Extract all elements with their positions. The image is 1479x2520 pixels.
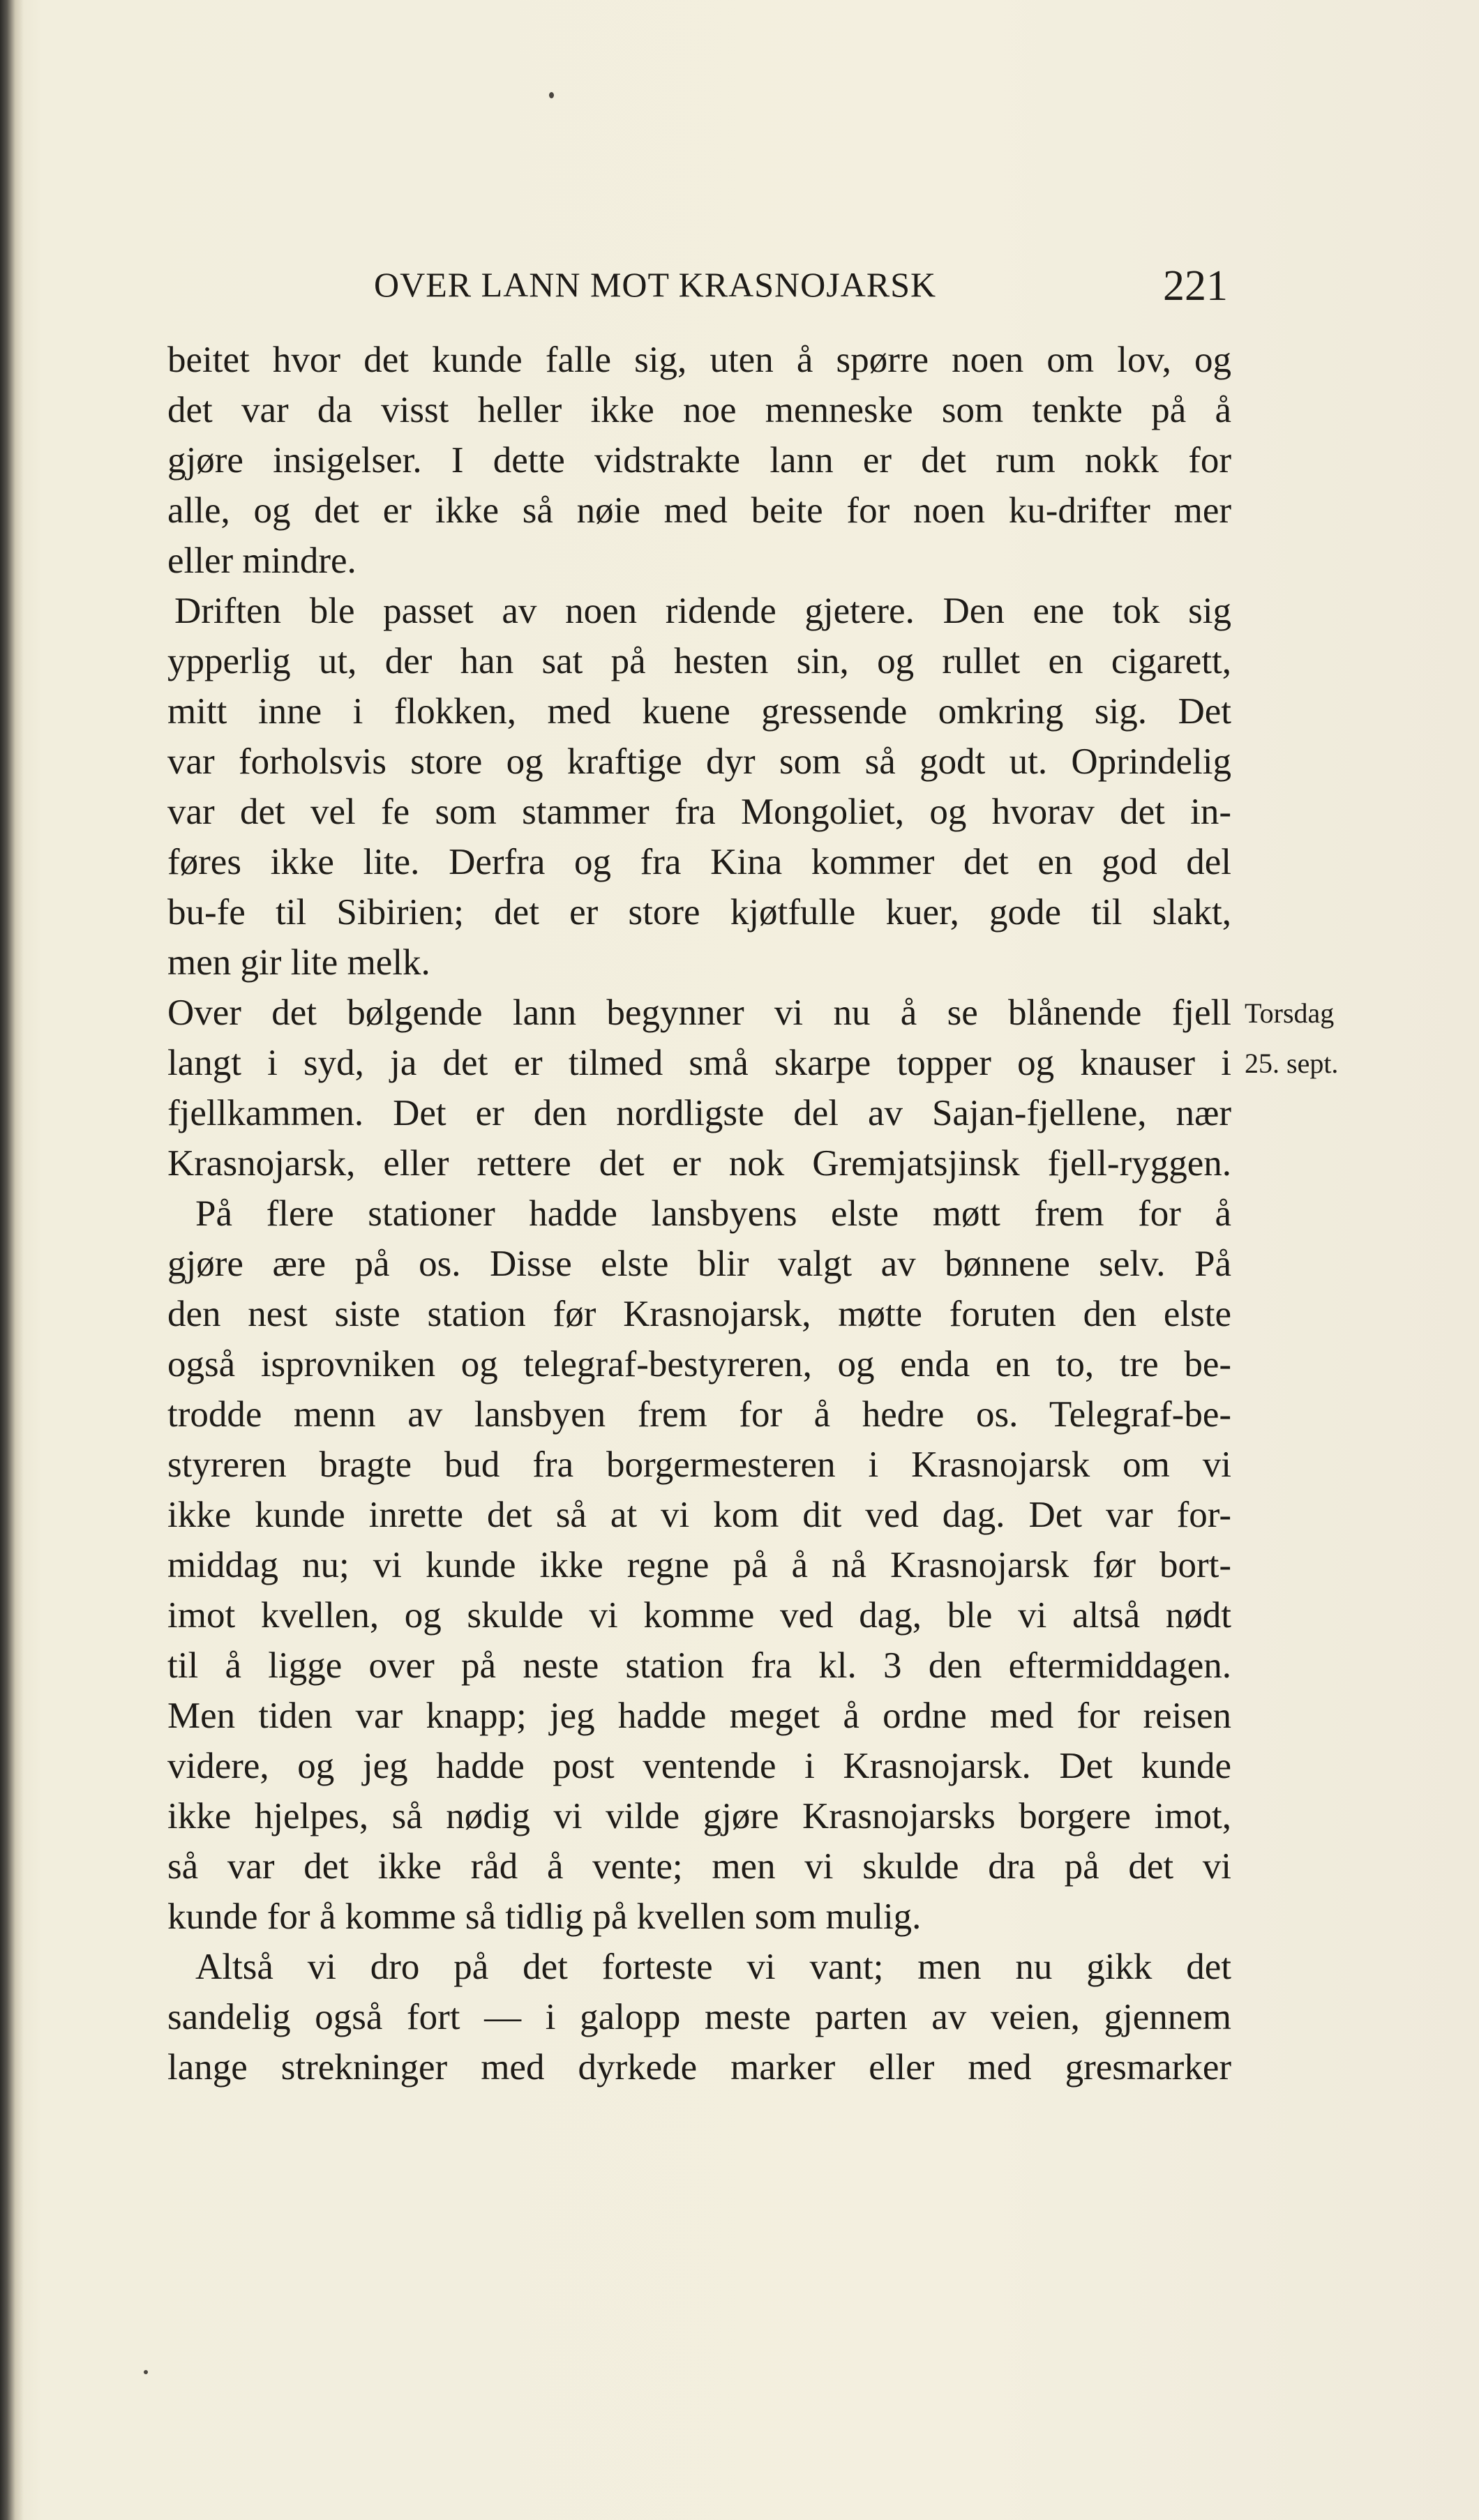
page-number: 221 [1163,262,1228,310]
text-line: styreren bragte bud fra borgermesteren i Krasnojarsk om vi [167,1444,1231,1485]
text-line: videre, og jeg hadde post ventende i Krasnojarsk. Det kunde [167,1746,1231,1786]
text-line: Men tiden var knapp; jeg hadde meget å ordne med for reisen [167,1696,1231,1736]
running-title: OVER LANN MOT KRASNOJARSK [374,265,937,304]
text-line: kunde for å komme så tidlig på kvellen som mulig. [167,1896,922,1937]
text-line: var forholsvis store og kraftige dyr som så godt ut. Oprindelig [167,741,1231,782]
text-line: var det vel fe som stammer fra Mongoliet, og hvorav det in- [167,792,1231,832]
text-line: gjøre insigelser. I dette vidstrakte lann er det rum nokk for [167,440,1231,481]
text-line: trodde menn av lansbyen frem for å hedre os. Telegraf-be- [167,1394,1231,1435]
text-line: ikke kunde inrette det så at vi kom dit ved dag. Det var for- [167,1495,1231,1535]
text-line: lange strekninger med dyrkede marker eller med gresmarker [167,2047,1231,2088]
text-line: eller mindre. [167,541,356,581]
text-line: sandelig også fort — i galopp meste parten av veien, gjennem [167,1997,1231,2037]
margin-note-day: Torsdag [1245,997,1335,1029]
binding-edge [0,0,24,2520]
body-text [167,335,1231,2092]
text-line: Driften ble passet av noen ridende gjetere. Den ene tok sig [174,591,1231,631]
margin-note-date: 25. sept. [1245,1048,1339,1079]
text-line: også isprovniken og telegraf-bestyreren, og enda en to, tre be- [167,1344,1231,1385]
ink-speck [549,92,554,98]
text-line: beitet hvor det kunde falle sig, uten å spørre noen om lov, og [167,340,1231,380]
ink-speck [144,2370,148,2374]
text-line: Over det bølgende lann begynner vi nu å se blånende fjell [167,993,1231,1033]
page-header [167,255,1228,317]
text-line: Altså vi dro på det forteste vi vant; men nu gikk det [195,1947,1231,1987]
text-line: føres ikke lite. Derfra og fra Kina kommer det en god del [167,842,1231,882]
text-line: Krasnojarsk, eller rettere det er nok Gremjatsjinsk fjell-ryggen. [167,1143,1231,1184]
text-line: den nest siste station før Krasnojarsk, møtte foruten den elste [167,1294,1231,1334]
text-line: ikke hjelpes, så nødig vi vilde gjøre Krasnojarsks borgere imot, [167,1796,1231,1836]
text-line: mitt inne i flokken, med kuene gressende omkring sig. Det [167,691,1231,732]
text-line: men gir lite melk. [167,942,430,983]
text-line: ypperlig ut, der han sat på hesten sin, og rullet en cigarett, [167,641,1231,681]
text-line: gjøre ære på os. Disse elste blir valgt av bønnene selv. På [167,1244,1231,1284]
text-line: det var da visst heller ikke noe menneske som tenkte på å [167,390,1231,430]
text-line: alle, og det er ikke så nøie med beite for noen ku-drifter mer [167,490,1231,531]
text-line: så var det ikke råd å vente; men vi skulde dra på det vi [167,1846,1231,1887]
text-line: fjellkammen. Det er den nordligste del av Sajan-fjellene, nær [167,1093,1231,1133]
text-line: bu-fe til Sibirien; det er store kjøtfulle kuer, gode til slakt, [167,892,1231,933]
text-line: imot kvellen, og skulde vi komme ved dag, ble vi altså nødt [167,1595,1231,1636]
text-line: På flere stationer hadde lansbyens elste møtt frem for å [195,1193,1231,1234]
text-line: til å ligge over på neste station fra kl. 3 den eftermiddagen. [167,1645,1231,1686]
text-line: middag nu; vi kunde ikke regne på å nå Krasnojarsk før bort- [167,1545,1231,1585]
text-line: langt i syd, ja det er tilmed små skarpe topper og knauser i [167,1043,1231,1083]
